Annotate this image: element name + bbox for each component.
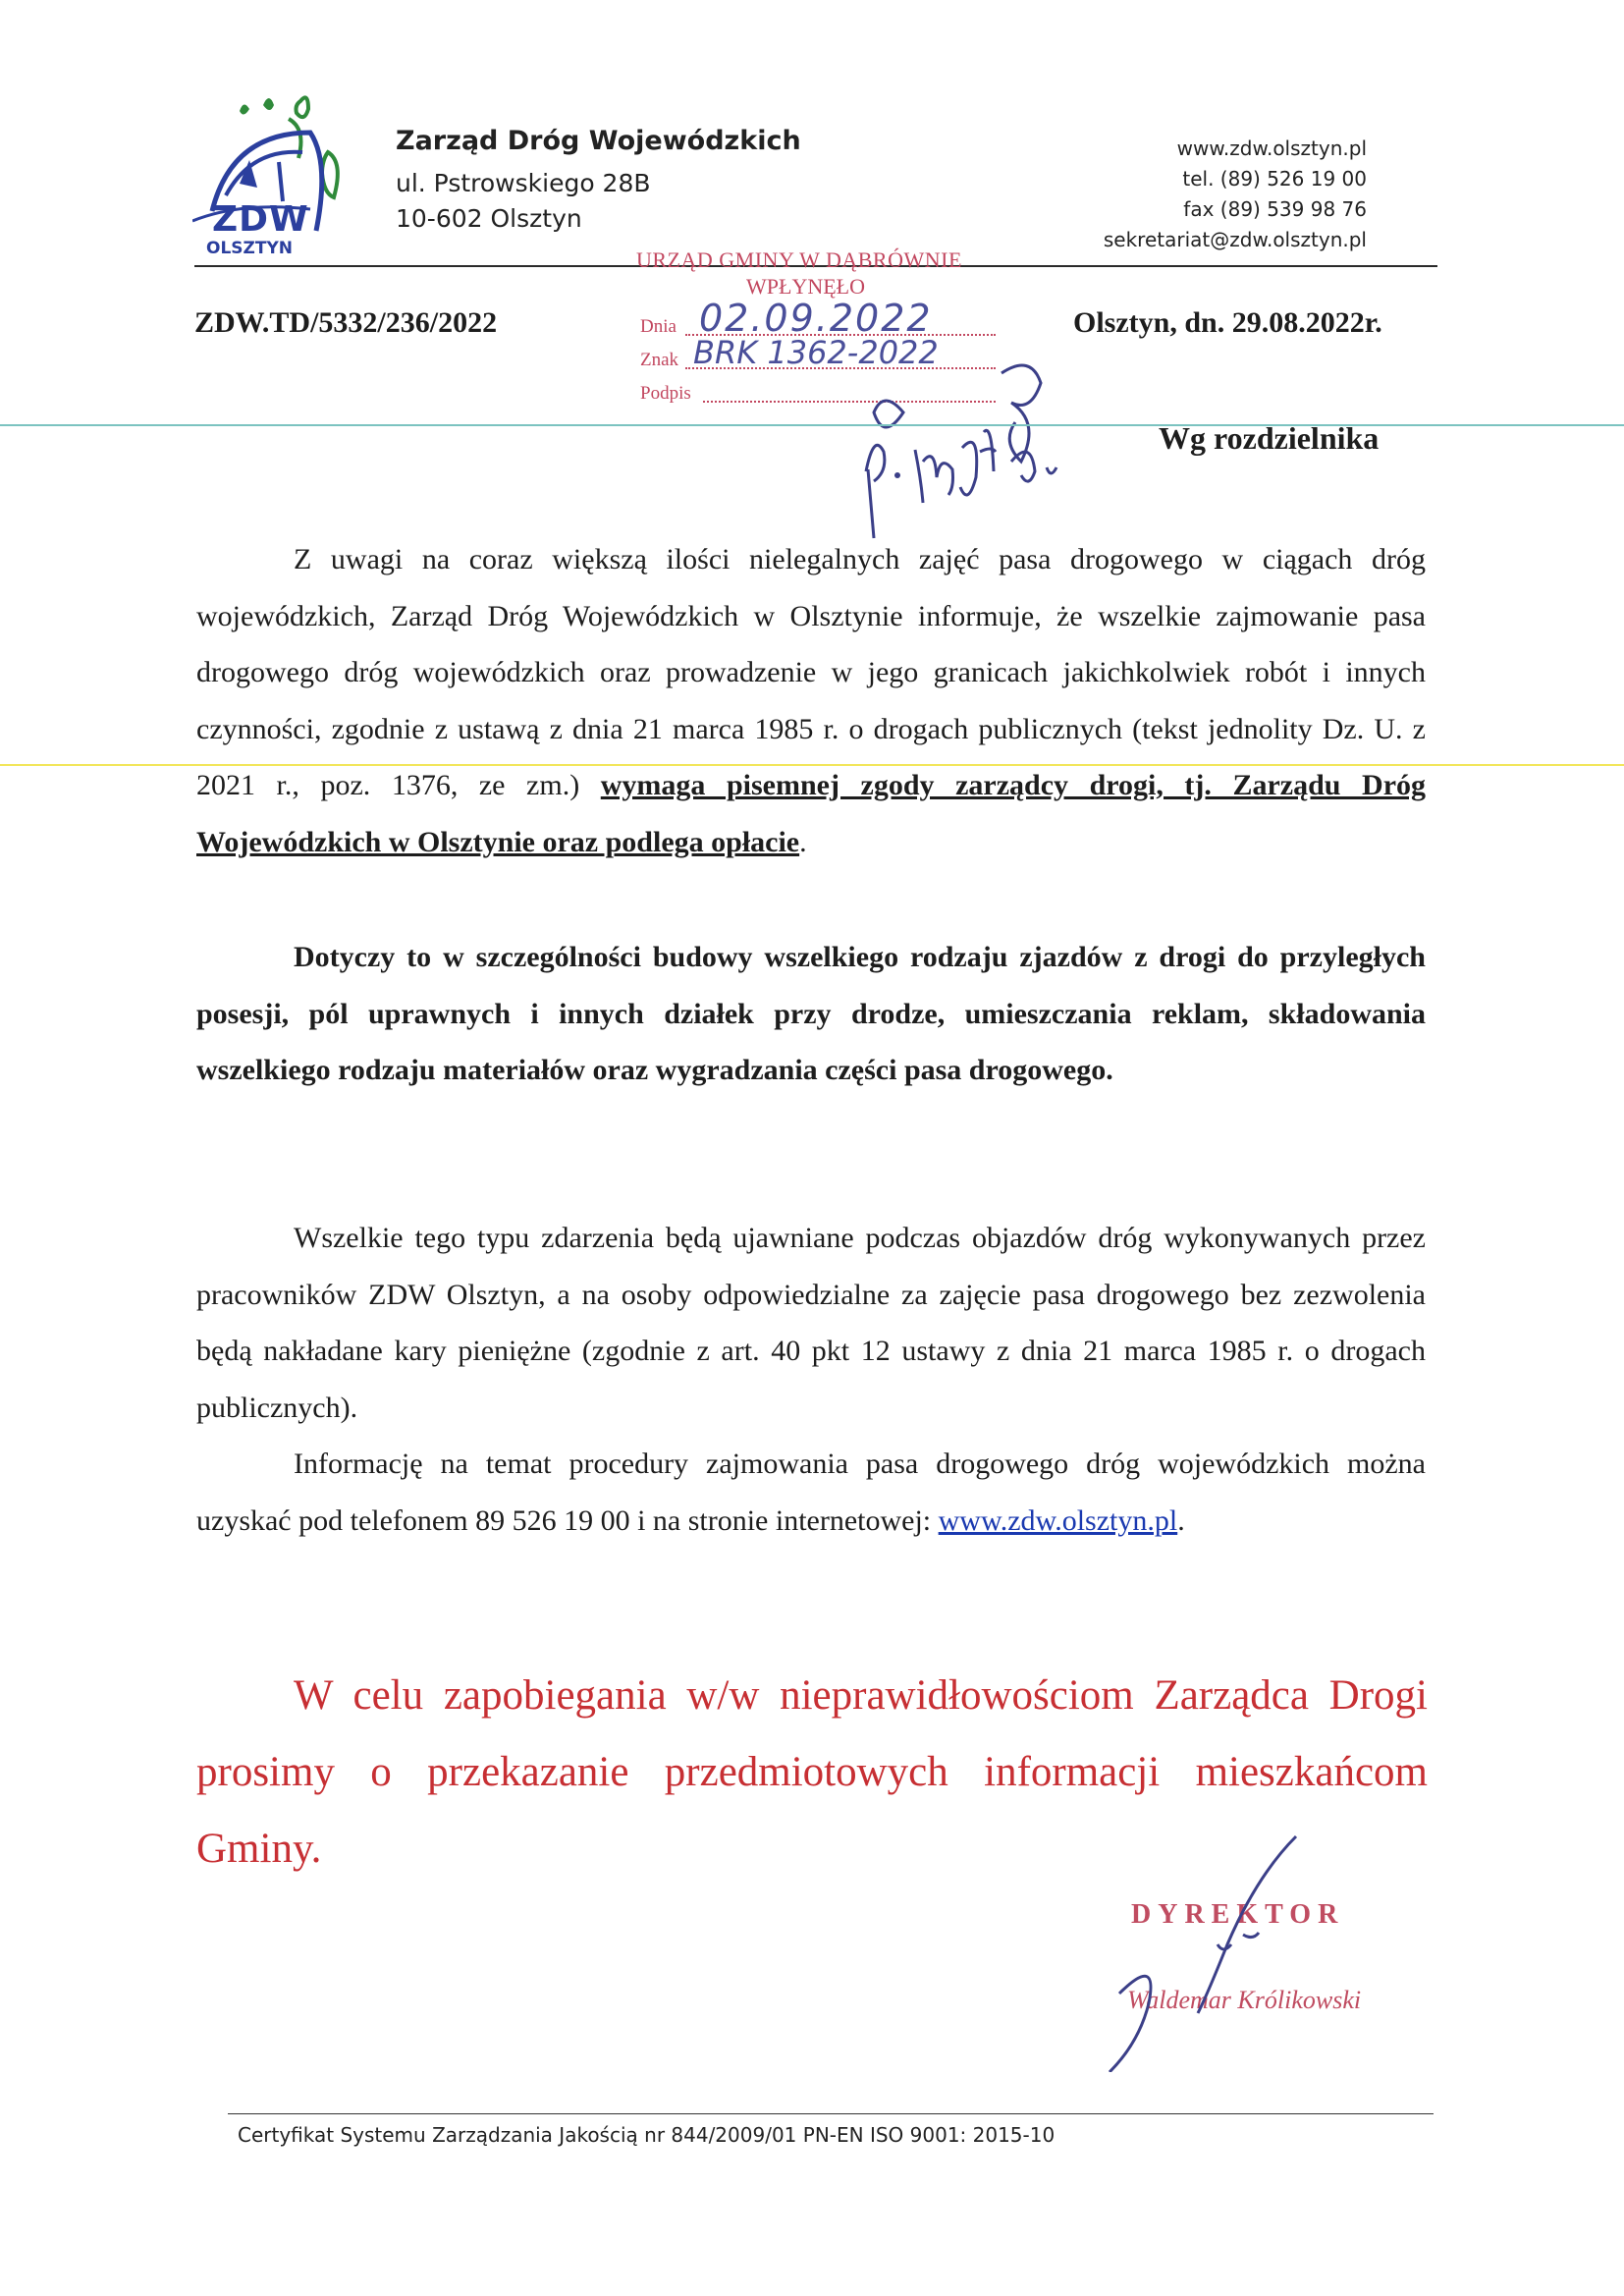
scan-line-yellow	[0, 764, 1624, 766]
website-link[interactable]: www.zdw.olsztyn.pl	[938, 1503, 1178, 1537]
stamp-date-label: Dnia	[640, 316, 677, 337]
contact-email: sekretariat@zdw.olsztyn.pl	[1103, 228, 1367, 251]
request-text: W celu zapobiegania w/w nieprawidłowościom Zarządca Drogi prosimy o przekazanie przedmiotowych informacji mieszkańcom Gminy.	[196, 1672, 1428, 1872]
handwritten-annotation	[854, 354, 1090, 540]
document-reference: ZDW.TD/5332/236/2022	[194, 306, 498, 339]
contact-website: www.zdw.olsztyn.pl	[1176, 137, 1367, 160]
stamp-received: WPŁYNĘŁO	[746, 274, 865, 299]
paragraph-4	[196, 1436, 1426, 1549]
paragraph-3-text: Wszelkie tego typu zdarzenia będą ujawniane podczas objazdów dróg wykonywanych przez pracowników ZDW Olsztyn, a na osoby odpowiedzialne za zajęcie pasa drogowego bez zezwolenia będą nakładane kary pieniężne (zgodnie z art. 40 pkt 12 ustawy z dnia 21 marca 1985 r. o drogach publicznych).	[196, 1222, 1426, 1424]
signature-name: Waldemar Królikowski	[1127, 1986, 1362, 2014]
handwritten-signature	[1100, 1827, 1316, 2072]
paragraph-2-text: Dotyczy to w szczególności budowy wszelkiego rodzaju zjazdów z drogi do przyległych posesji, pól uprawnych i innych działek przy drodze, umieszczania reklam, składowania wszelkiego rodzaju materiałów oraz wygradzania części pasa drogowego.	[196, 941, 1426, 1086]
stamp-date-value: 02.09.2022	[699, 297, 933, 340]
logo-subtext: OLSZTYN	[206, 239, 293, 258]
paragraph-1-emphasis: wymaga pisemnej zgody zarządcy drogi, tj. Zarządu Dróg Wojewódzkich w Olsztynie oraz podlega opłacie	[196, 769, 1427, 858]
stamp-ref-label: Znak	[640, 350, 679, 370]
paragraph-1-text: Z uwagi na coraz większą ilości nielegalnych zajęć pasa drogowego w ciągach dróg wojewódzkich, Zarząd Dróg Wojewódzkich w Olsztynie informuje, że wszelkie zajmowanie pasa drogowego dróg wojewódzkich oraz prowadzenie w jego granicach jakichkolwiek robót i innych czynności, zgodnie z ustawą z dnia 21 marca 1985 r. o drogach publicznych (tekst jednolity Dz. U. z 2021 r., poz. 1376, ze zm.)	[196, 543, 1426, 801]
org-logo	[192, 93, 359, 260]
org-address-city: 10-602 Olsztyn	[396, 204, 582, 233]
stamp-sign-label: Podpis	[640, 383, 691, 404]
stamp-ref-value: BRK 1362-2022	[693, 334, 939, 371]
recipient: Wg rozdzielnika	[1159, 420, 1380, 456]
paragraph-2	[196, 929, 1426, 1099]
paragraph-3	[196, 1210, 1426, 1436]
document-date: Olsztyn, dn. 29.08.2022r.	[1073, 306, 1382, 339]
stamp-office: URZĄD GMINY W DĄBRÓWNIE	[636, 247, 962, 272]
org-name: Zarząd Dróg Wojewódzkich	[396, 126, 801, 156]
paragraph-1	[196, 531, 1426, 870]
footer-certificate: Certyfikat Systemu Zarządzania Jakością nr 844/2009/01 PN-EN ISO 9001: 2015-10	[238, 2123, 1056, 2147]
paragraph-4-end: .	[1177, 1503, 1185, 1537]
contact-fax: fax (89) 539 98 76	[1183, 197, 1367, 221]
signature-title: DYREKTOR	[1131, 1899, 1345, 1930]
logo-text: ZDW	[212, 199, 309, 240]
contact-tel: tel. (89) 526 19 00	[1182, 167, 1367, 191]
paragraph-1-end: .	[799, 825, 807, 858]
scan-line-teal	[0, 424, 1624, 426]
org-address-street: ul. Pstrowskiego 28B	[396, 169, 651, 197]
paragraph-4-text: Informację na temat procedury zajmowania pasa drogowego dróg wojewódzkich można uzyskać pod telefonem 89 526 19 00 i na stronie internetowej:	[196, 1448, 1426, 1537]
footer-rule	[228, 2113, 1434, 2114]
